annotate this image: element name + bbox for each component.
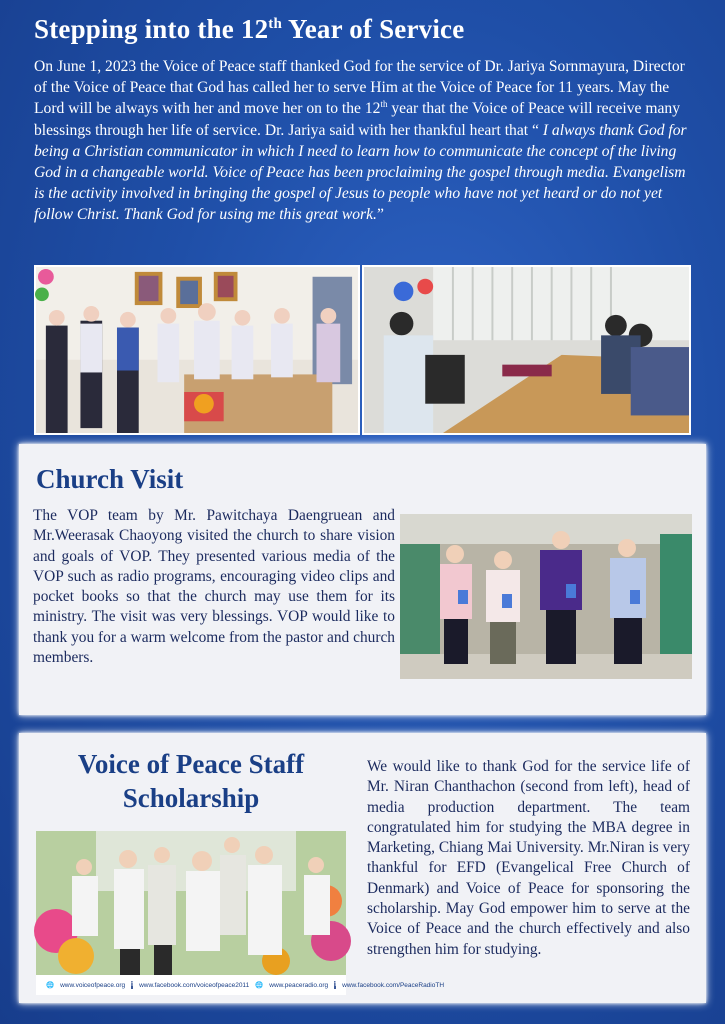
intro-quote: I always thank God for being a Christian communicator in which I need to learn how to communicate the concept of the living God in a changeable world. Voice of Peace has been proclaiming the gospel through media. Evangelism is the activity involved in bringing the gospel of Jesus to people who have not yet heard or do not yet follow Christ. Thank God for using me this great work. [34,121,687,224]
intro-quote-end: ” [376,206,384,224]
church-visit-body: The VOP team by Mr. Pawitchaya Daengruean and Mr.Weerasak Chaoyong visited the church to share vision and goals of VOP. They presented various media of the VOP such as radio programs, encouraging video clips and pocket books so that the church may use them for its ministry. The visit was very blessings. VOP would like to thank you for a warm welcome from the pastor and church members. [33,507,395,667]
website-link-1[interactable]: www.voiceofpeace.org [60,981,126,989]
church-visit-title: Church Visit [36,464,184,494]
facebook-link-2[interactable]: www.facebook.com/PeaceRadioTH [342,981,445,989]
intro-text-2: year that the Voice of Peace will receive many blessings through her life of service. Dr. Jariya said with her thankful heart that “ [34,100,681,139]
title-text-pre: Stepping into the 12 [34,14,269,44]
intro-superscript: th [380,99,388,110]
scholarship-title-line2: Scholarship [122,783,260,813]
facebook-icon: f [334,981,337,988]
scholarship-photo [36,831,445,995]
page-title [34,14,464,45]
website-link-2[interactable]: www.peaceradio.org [269,981,329,989]
scholarship-title-line1: Voice of Peace Staff [77,749,305,779]
globe-icon: 🌐 [255,982,264,989]
church-visit-panel [19,444,706,715]
church-visit-photo [400,514,692,679]
facebook-icon: f [131,981,134,988]
celebration-photo [34,265,360,435]
scholarship-title [36,747,346,815]
title-text-post: Year of Service [282,14,465,44]
intro-paragraph [34,56,694,226]
meeting-photo [362,265,691,435]
scholarship-body: We would like to thank God for the service life of Mr. Niran Chanthachon (second from left), head of media production department. The team congratulated him for studying the MBA degree in Marketing, Chiang Mai University. Mr.Niran is very thankful for EFD (Evangelical Free Church of Denmark) and Voice of Peace for sponsoring the scholarship. May God empower him to serve at the Voice of Peace and the church effectively and also strengthen him for studying. [367,758,690,958]
globe-icon: 🌐 [46,982,55,989]
intro-text-1: On June 1, 2023 the Voice of Peace staff thanked God for the service of Dr. Jariya Sornmayura, Director of the Voice of Peace that God has called her to serve Him at the Voice of Peace for 11 years. May the Lord will be always with her and move her on to the 12 [34,58,685,118]
title-superscript: th [268,16,283,32]
scholarship-panel [19,733,706,1003]
website-links-bar [36,975,445,995]
facebook-link-1[interactable]: www.facebook.com/voiceofpeace2011 [139,981,250,989]
